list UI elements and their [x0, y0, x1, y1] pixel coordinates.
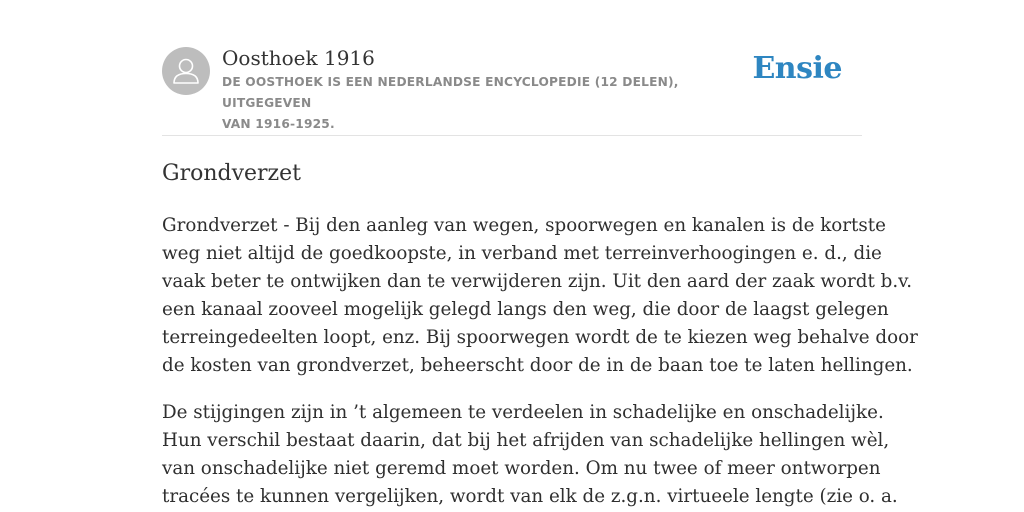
text-line: Grondverzet - Bij den aanleg van wegen, spoorwegen en kanalen is de kortste	[162, 215, 886, 236]
article-body	[162, 212, 918, 512]
text-line: een kanaal zooveel mogelijk gelegd langs den weg, die door de laagst gelegen	[162, 299, 889, 320]
text-line: terreingedeelten loopt, enz. Bij spoorwegen wordt de te kiezen weg behalve door	[162, 327, 918, 348]
header-divider	[162, 135, 862, 136]
article-paragraph	[162, 399, 898, 511]
source-description-line: DE OOSTHOEK IS EEN NEDERLANDSE ENCYCLOPEDIE (12 DELEN), UITGEGEVEN	[222, 75, 679, 110]
text-line: vaak beter te ontwijken dan te verwijderen zijn. Uit den aard der zaak wordt b.v.	[162, 271, 913, 292]
avatar[interactable]	[162, 47, 210, 95]
text-line: tracées te kunnen vergelijken, wordt van elk de z.g.n. virtueele lengte (zie o. a.	[162, 486, 898, 507]
text-line: De stijgingen zijn in ’t algemeen te verdeelen in schadelijke en onschadelijke.	[162, 402, 884, 423]
source-description-line: VAN 1916-1925.	[222, 117, 335, 131]
user-icon	[162, 47, 210, 95]
text-line: van onschadelijke niet geremd moet worden. Om nu twee of meer ontworpen	[162, 458, 881, 479]
source-title[interactable]: Oosthoek 1916	[222, 46, 375, 70]
article-title: Grondverzet	[162, 161, 302, 186]
article-paragraph	[162, 212, 918, 380]
text-line: Hun verschil bestaat daarin, dat bij het afrijden van schadelijke hellingen wèl,	[162, 430, 890, 451]
source-description	[222, 72, 762, 135]
source-header	[162, 45, 862, 135]
text-line: weg niet altijd de goedkoopste, in verband met terreinverhoogingen e. d., die	[162, 243, 882, 264]
brand-logo[interactable]: Ensie	[752, 51, 842, 86]
text-line: de kosten van grondverzet, beheerscht door de in de baan toe te laten hellingen.	[162, 355, 913, 376]
